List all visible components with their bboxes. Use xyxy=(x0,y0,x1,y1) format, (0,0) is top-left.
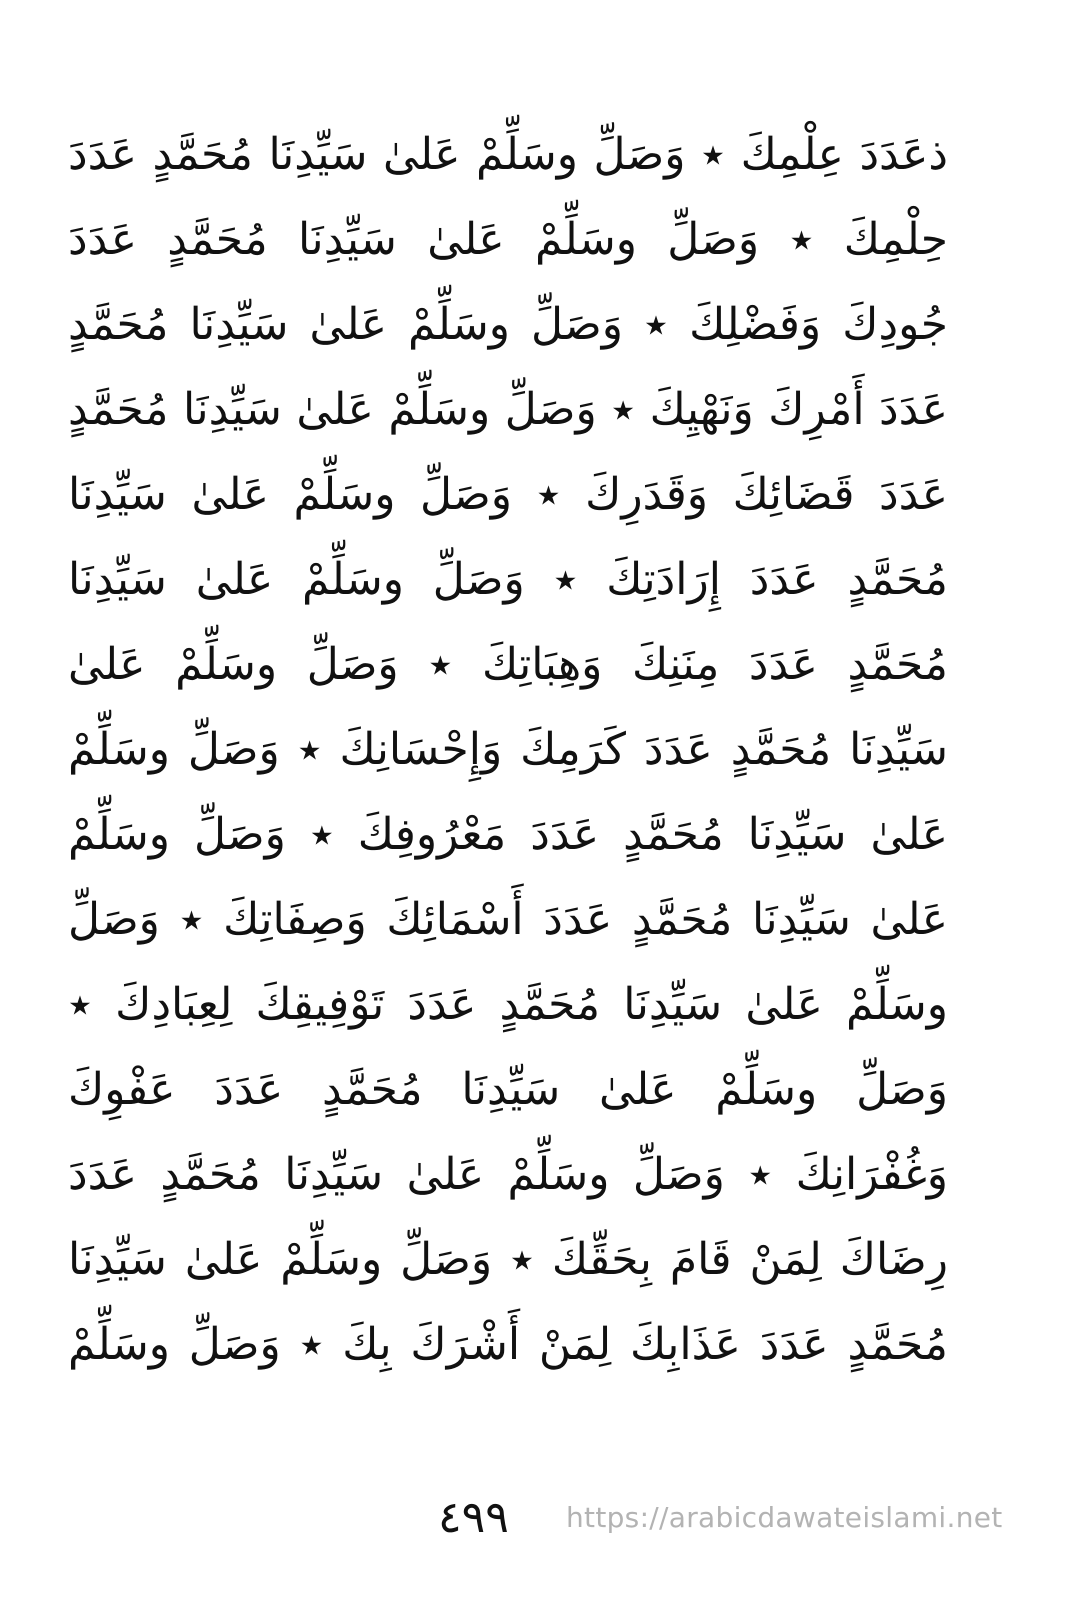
text-line: وَغُفْرَانِكَ ٭ وَصَلِّ وسَلِّمْ عَلىٰ سَيِّدِنَا مُحَمَّدٍ عَدَدَ xyxy=(68,1149,948,1200)
text-line: سَيِّدِنَا مُحَمَّدٍ عَدَدَ كَرَمِكَ وَإِحْسَانِكَ ٭ وَصَلِّ وسَلِّمْ xyxy=(68,724,948,775)
text-line: وَصَلِّ وسَلِّمْ عَلىٰ سَيِّدِنَا مُحَمَّدٍ عَدَدَ عَفْوِكَ xyxy=(68,1064,948,1115)
text-line: مُحَمَّدٍ عَدَدَ إِرَادَتِكَ ٭ وَصَلِّ وسَلِّمْ عَلىٰ سَيِّدِنَا xyxy=(68,554,948,605)
text-line: جُودِكَ وَفَضْلِكَ ٭ وَصَلِّ وسَلِّمْ عَلىٰ سَيِّدِنَا مُحَمَّدٍ xyxy=(68,299,948,350)
text-line: عَلىٰ سَيِّدِنَا مُحَمَّدٍ عَدَدَ مَعْرُوفِكَ ٭ وَصَلِّ وسَلِّمْ xyxy=(68,809,948,860)
page-number: ٤٩٩ xyxy=(438,1492,509,1543)
text-line: عَلىٰ سَيِّدِنَا مُحَمَّدٍ عَدَدَ أَسْمَائِكَ وَصِفَاتِكَ ٭ وَصَلِّ xyxy=(68,894,948,945)
text-line: عَدَدَ أَمْرِكَ وَنَهْيِكَ ٭ وَصَلِّ وسَلِّمْ عَلىٰ سَيِّدِنَا مُحَمَّدٍ xyxy=(68,384,948,435)
text-line: رِضَاكَ لِمَنْ قَامَ بِحَقِّكَ ٭ وَصَلِّ وسَلِّمْ عَلىٰ سَيِّدِنَا xyxy=(68,1234,948,1285)
text-line: عَدَدَ قَضَائِكَ وَقَدَرِكَ ٭ وَصَلِّ وسَلِّمْ عَلىٰ سَيِّدِنَا xyxy=(68,469,948,520)
arabic-text-block xyxy=(68,112,948,1387)
watermark-url: https://arabicdawateislami.net xyxy=(566,1501,1003,1534)
text-line: مُحَمَّدٍ عَدَدَ مِنَنِكَ وَهِبَاتِكَ ٭ وَصَلِّ وسَلِّمْ عَلىٰ xyxy=(68,639,948,690)
text-line: مُحَمَّدٍ عَدَدَ عَذَابِكَ لِمَنْ أَشْرَكَ بِكَ ٭ وَصَلِّ وسَلِّمْ xyxy=(68,1319,948,1370)
page-footer xyxy=(0,1488,1079,1548)
text-line: حِلْمِكَ ٭ وَصَلِّ وسَلِّمْ عَلىٰ سَيِّدِنَا مُحَمَّدٍ عَدَدَ xyxy=(68,214,948,265)
text-line: وسَلِّمْ عَلىٰ سَيِّدِنَا مُحَمَّدٍ عَدَدَ تَوْفِيقِكَ لِعِبَادِكَ ٭ xyxy=(68,979,948,1030)
text-line: ذعَدَدَ عِلْمِكَ ٭ وَصَلِّ وسَلِّمْ عَلىٰ سَيِّدِنَا مُحَمَّدٍ عَدَدَ xyxy=(68,129,948,180)
